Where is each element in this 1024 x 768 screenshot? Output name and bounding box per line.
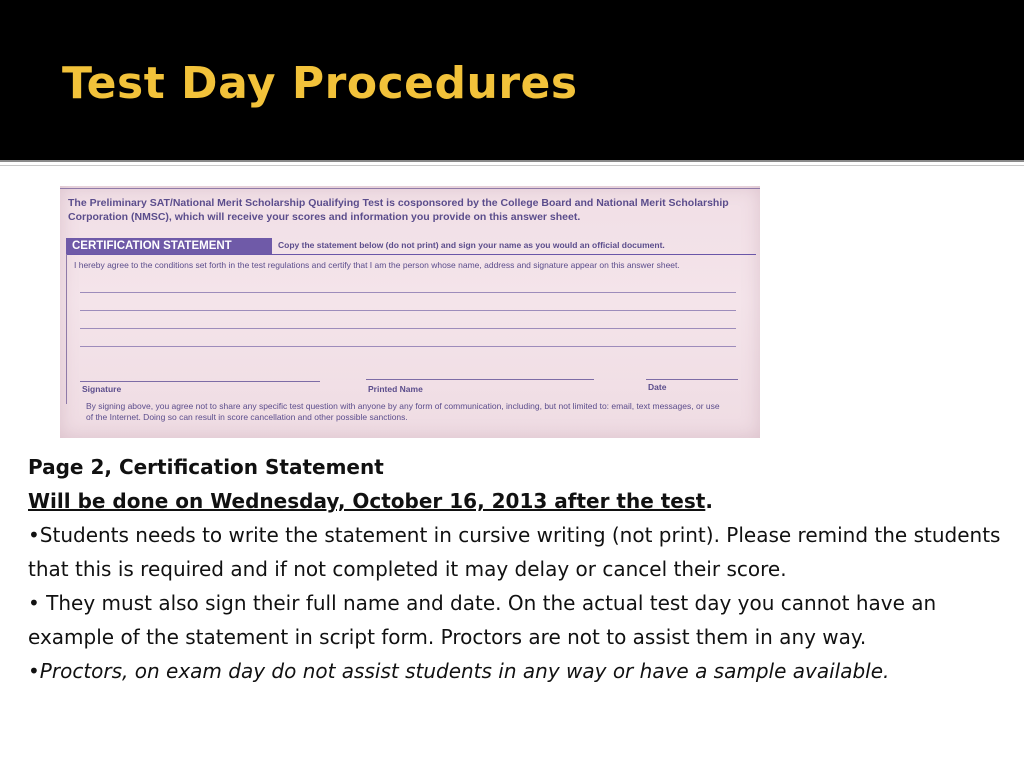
form-intro-text: The Preliminary SAT/National Merit Scholarship Qualifying Test is cosponsored by the College Board and National Merit Scholarship Corporation (NMSC), which will receive your scores and information you provide on this answer sheet. xyxy=(68,197,729,223)
bullet-proctors-text: Proctors, on exam day do not assist students in any way or have a sample available. xyxy=(39,659,890,683)
form-top-rule xyxy=(60,188,760,189)
test-date-text: Will be done on Wednesday, October 16, 2013 after the test xyxy=(28,489,706,513)
certification-header xyxy=(66,238,756,255)
printed-name-line xyxy=(366,379,594,380)
printed-name-label: Printed Name xyxy=(368,384,423,394)
bullet-cursive-requirement: •Students needs to write the statement in cursive writing (not print). Please remind the students that this is required and if not completed it may delay or cancel their score. xyxy=(28,523,1001,581)
signature-line xyxy=(80,381,320,382)
answer-sheet-photo xyxy=(60,186,760,438)
body-subheading xyxy=(28,484,1003,518)
subheading-period: . xyxy=(705,489,713,513)
body-heading: Page 2, Certification Statement xyxy=(28,455,384,479)
writing-line xyxy=(80,310,736,311)
agreement-text: I hereby agree to the conditions set forth in the test regulations and certify that I am the person whose name, address and signature appear on this answer sheet. xyxy=(74,260,680,270)
bullet-marker: • xyxy=(28,659,40,683)
disclaimer-text: By signing above, you agree not to share any specific test question with anyone by any form of communication, including, but not limited to: email, text messages, or use of the Internet. Doing so can result in score cancellation and other possible sanctions. xyxy=(86,401,720,422)
certification-instruction: Copy the statement below (do not print) and sign your name as you would an official document. xyxy=(278,240,665,250)
header-divider xyxy=(0,160,1024,162)
slide-title: Test Day Procedures xyxy=(62,58,578,109)
date-line xyxy=(646,379,738,380)
writing-line xyxy=(80,328,736,329)
writing-line xyxy=(80,292,736,293)
slide-body xyxy=(28,450,1003,688)
slide-header xyxy=(0,0,1024,160)
signature-label: Signature xyxy=(82,384,122,394)
bullet-proctors xyxy=(28,654,1003,688)
header-divider-thin xyxy=(0,165,1024,166)
bullet-sign-name-date: • They must also sign their full name and date. On the actual test day you cannot have an example of the statement in script form. Proctors are not to assist them in any way. xyxy=(28,591,937,649)
writing-line xyxy=(80,346,736,347)
certification-statement-label: CERTIFICATION STATEMENT xyxy=(66,238,272,254)
date-label: Date xyxy=(648,382,667,392)
